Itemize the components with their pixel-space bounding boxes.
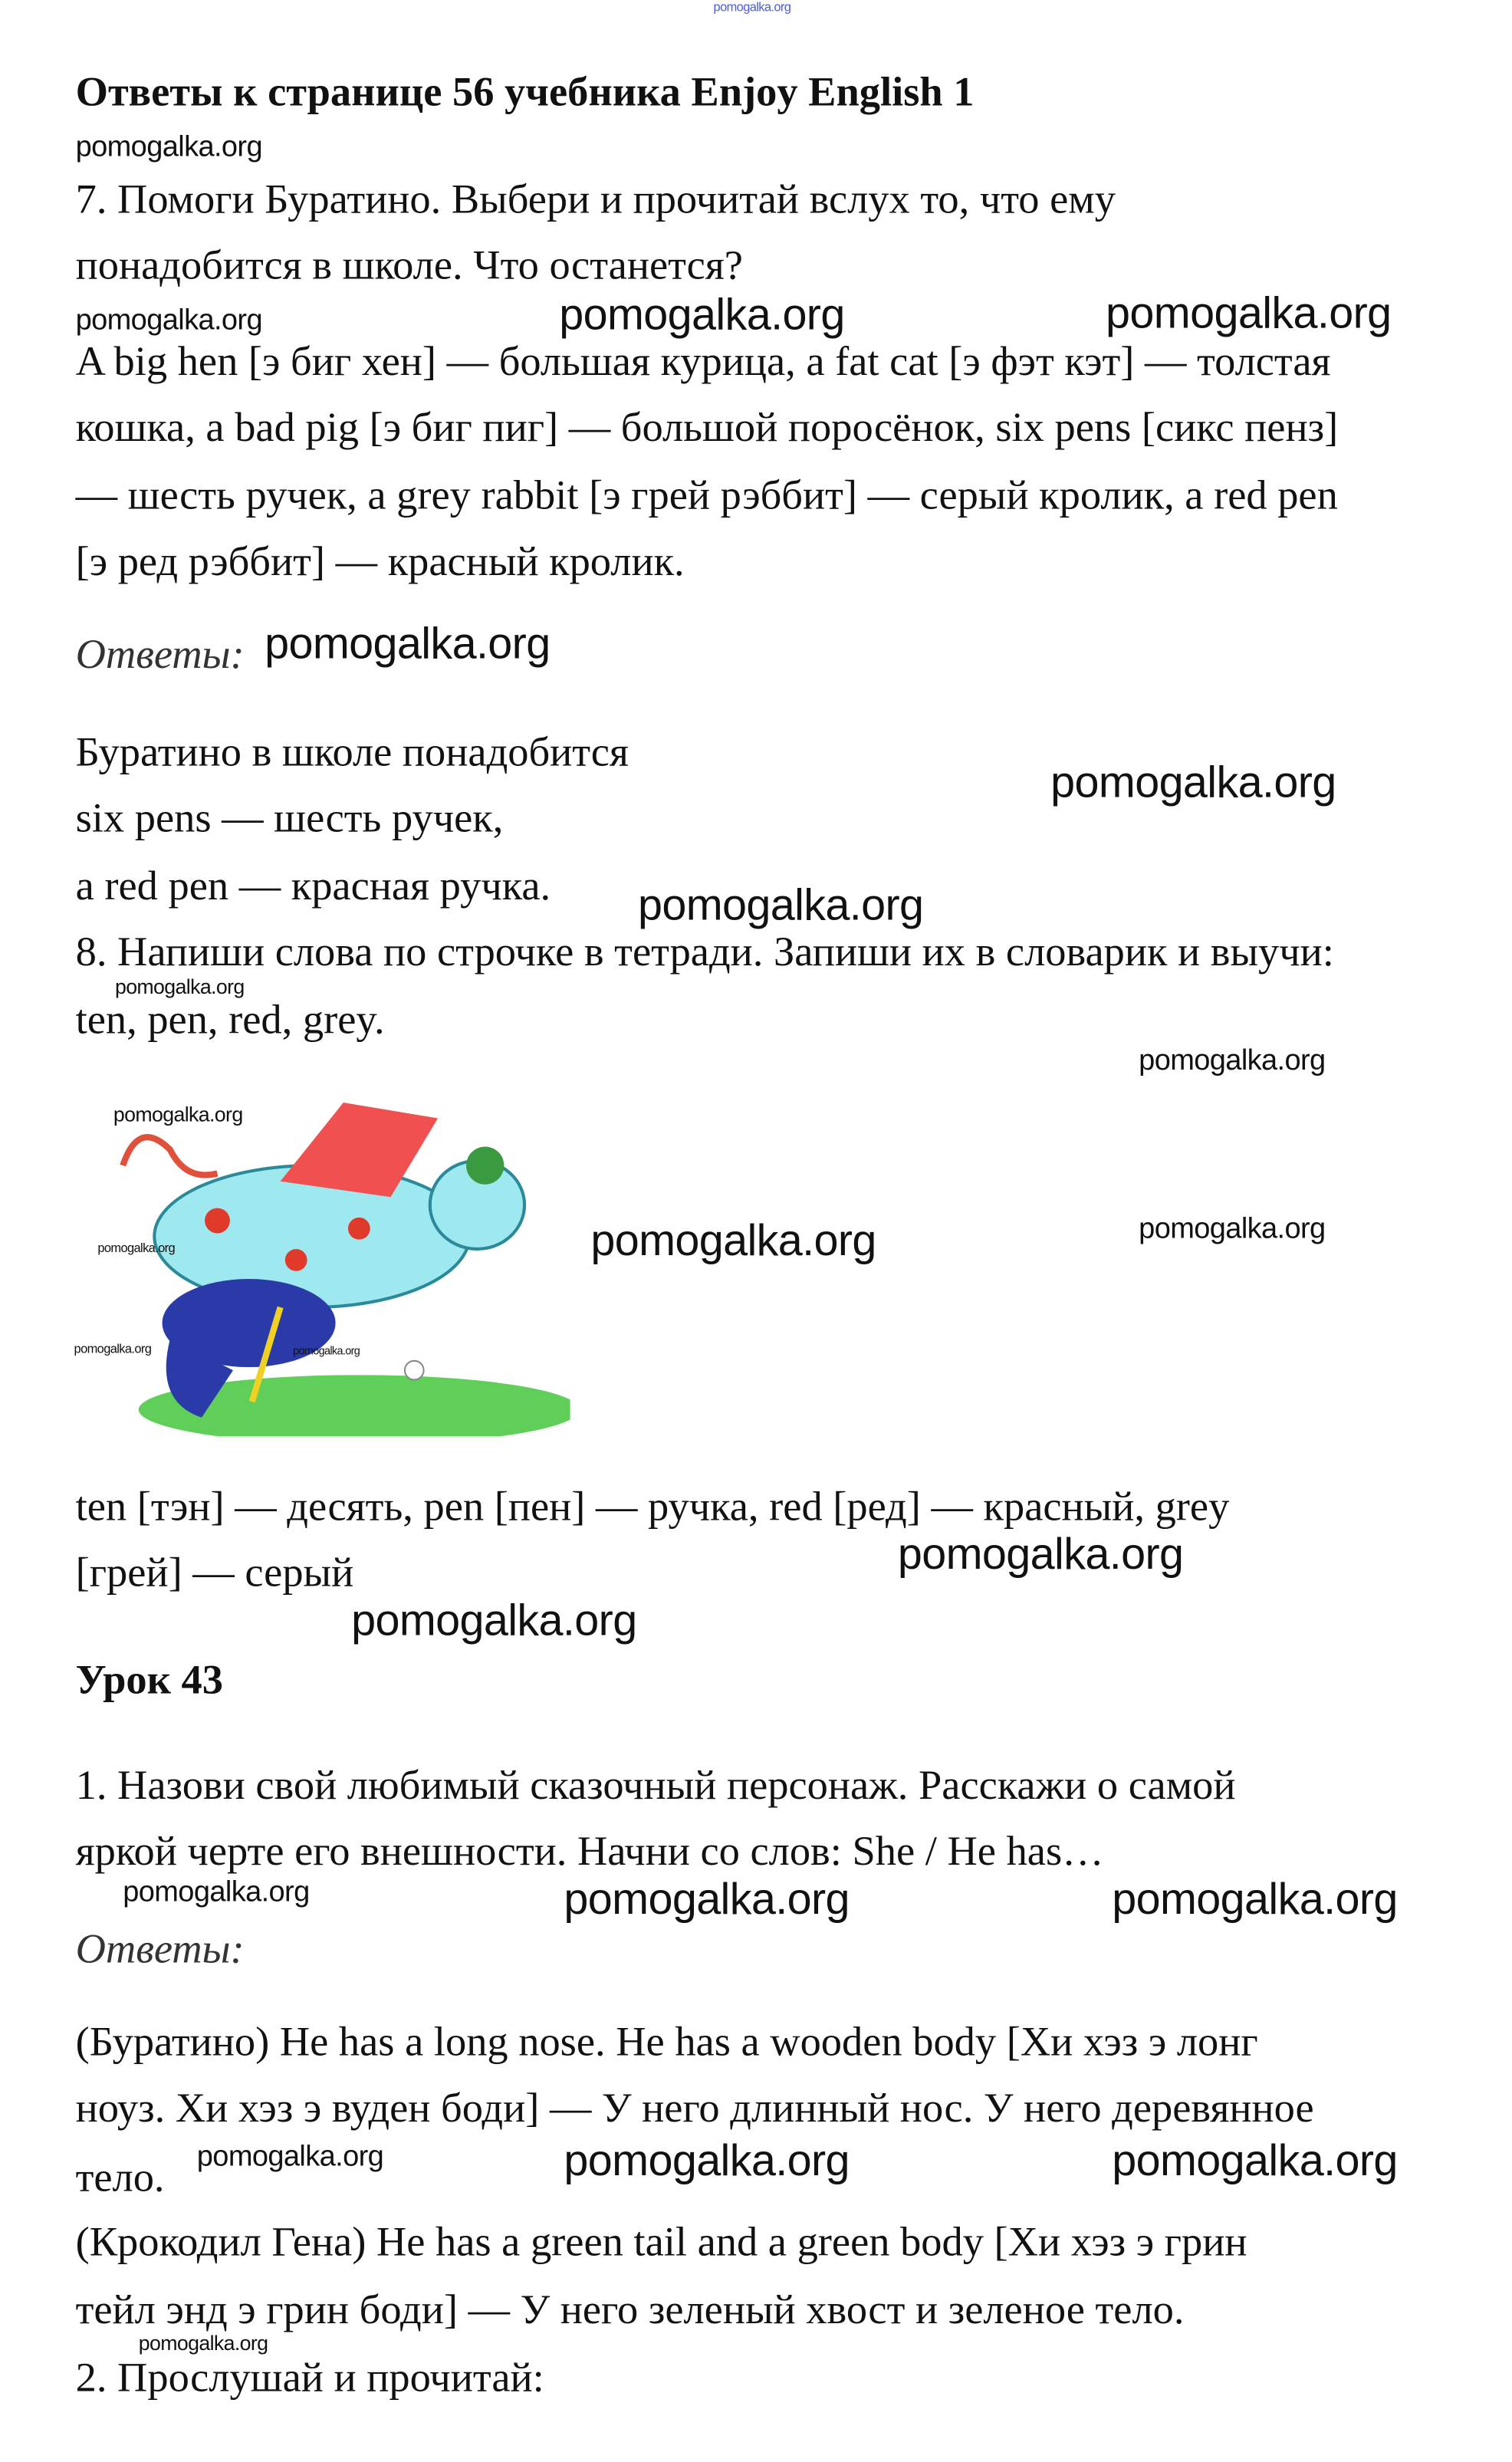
answer-line: Буратино в школе понадобится (75, 728, 629, 775)
watermark: pomogalka.org (1139, 1042, 1326, 1077)
watermark: pomogalka.org (351, 1595, 637, 1645)
answers-label: Ответы: (75, 1925, 245, 1972)
answer-line: six pens — шесть ручек, (75, 794, 504, 841)
illustration-flying-cow (76, 1086, 570, 1436)
task8-line: ten, pen, red, grey. (75, 995, 385, 1043)
watermark: pomogalka.org (1106, 288, 1392, 337)
answers-label: Ответы: (75, 629, 245, 678)
watermark: pomogalka.org (75, 302, 262, 336)
lesson-answer-line: ноуз. Хи хэз э вуден боди] — У него длинный нос. У него деревянное (75, 2083, 1314, 2132)
task8-line: 8. Напиши слова по строчке в тетради. Запиши их в словарик и выучи: (75, 927, 1334, 975)
watermark: pomogalka.org (75, 129, 262, 163)
watermark: pomogalka.org (590, 1215, 876, 1265)
watermark: pomogalka.org (196, 2138, 384, 2172)
watermark: pomogalka.org (1112, 1874, 1398, 1924)
lesson-task1-line: яркой черте его внешности. Начни со слов: She / He has… (75, 1826, 1104, 1875)
watermark: pomogalka.org (1112, 2135, 1398, 2185)
lesson-answer-line: (Крокодил Гена) He has a green tail and a green body [Хи хэз э грин (75, 2217, 1247, 2265)
lesson-task1-line: 1. Назови свой любимый сказочный персонаж. Расскажи о самой (75, 1760, 1236, 1809)
watermark: pomogalka.org (265, 619, 551, 668)
watermark: pomogalka.org (123, 1874, 310, 1908)
task7-text-line: A big hen [э биг хен] — большая курица, a fat cat [э фэт кэт] — толстая (75, 337, 1331, 385)
watermark: pomogalka.org (1139, 1211, 1326, 1244)
lesson-answer-line: тело. (75, 2153, 165, 2201)
watermark: pomogalka.org (564, 1874, 850, 1924)
watermark: pomogalka.org (897, 1529, 1184, 1579)
task7-text-line: — шесть ручек, a grey rabbit [э грей рэббит] — серый кролик, a red pen (75, 471, 1338, 518)
watermark: pomogalka.org (114, 975, 245, 999)
watermark: pomogalka.org (1050, 758, 1336, 807)
task7-text-line: кошка, a bad pig [э биг пиг] — большой поросёнок, six pens [сикс пенз] (75, 403, 1339, 451)
lesson-answer-line: (Буратино) He has a long nose. He has a wooden body [Хи хэз э лонг (75, 2017, 1258, 2066)
task7-line: 7. Помоги Буратино. Выбери и прочитай вслух то, что ему (75, 175, 1116, 222)
lesson-answer-line: тейл энд э грин боди] — У него зеленый хвост и зеленое тело. (75, 2285, 1185, 2333)
watermark: pomogalka.org (113, 1102, 243, 1126)
lesson-task2: 2. Прослушай и прочитай: (75, 2352, 544, 2401)
watermark: pomogalka.org (293, 1346, 360, 1358)
lesson-title: Урок 43 (75, 1655, 223, 1703)
watermark: pomogalka.org (74, 1342, 152, 1356)
watermark: pomogalka.org (97, 1241, 176, 1256)
task7-line: понадобится в школе. Что останется? (75, 241, 743, 288)
task8-answer-line: [грей] — серый (75, 1548, 354, 1596)
watermark: pomogalka.org (564, 2135, 850, 2185)
top-watermark: pomogalka.org (713, 0, 791, 15)
task7-text-line: [э ред рэббит] — красный кролик. (75, 537, 685, 585)
task8-answer-line: ten [тэн] — десять, pen [пен] — ручка, red [ред] — красный, grey (75, 1482, 1230, 1530)
answer-line: a red pen — красная ручка. (75, 861, 551, 909)
watermark: pomogalka.org (637, 880, 924, 929)
watermark: pomogalka.org (138, 2331, 268, 2355)
watermark: pomogalka.org (559, 289, 845, 339)
page-title: Ответы к странице 56 учебника Enjoy English 1 (75, 67, 975, 115)
